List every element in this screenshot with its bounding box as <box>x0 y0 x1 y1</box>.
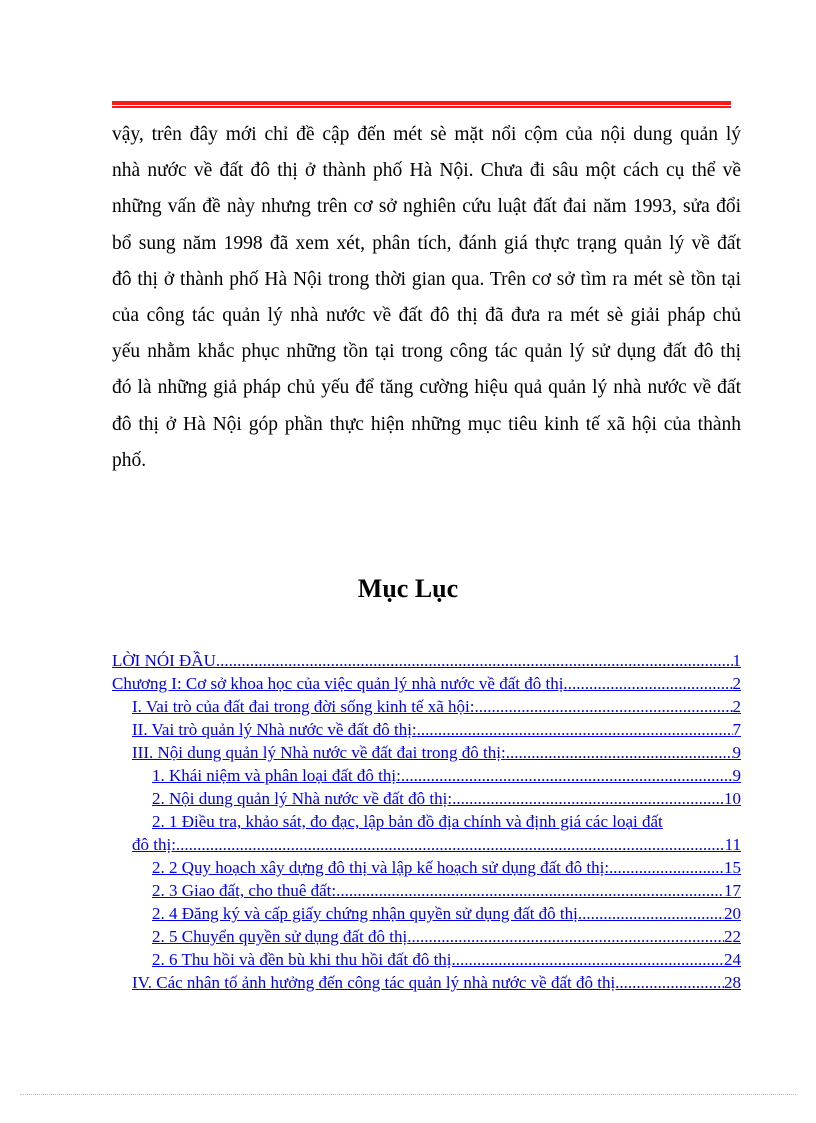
toc-page-number: 11 <box>724 835 741 854</box>
toc-link-text: 2. 5 Chuyển quyền sử dụng đất đô thị <box>152 927 408 946</box>
toc-link-text: đô thị: <box>132 835 176 854</box>
toc-link-text: 2. 3 Giao đất, cho thuê đất: <box>152 881 337 900</box>
toc-link-text: II. Vai trò quản lý Nhà nước về đất đô thị: <box>132 720 417 739</box>
toc-leader <box>417 718 733 741</box>
toc-leader <box>619 971 724 994</box>
toc-link-text: 2. Nội dung quản lý Nhà nước về đất đô thị: <box>152 789 453 808</box>
toc-link-text: LỜI NÓI ĐẦU <box>112 651 216 670</box>
toc-page-number: 24 <box>724 950 741 969</box>
toc-leader <box>568 672 733 695</box>
toc-link-section-4[interactable] <box>112 971 741 994</box>
toc-link-text: IV. Các nhân tố ảnh hưởng đến công tác quản lý nhà nước về đất đô thị. <box>132 973 620 992</box>
toc-link-loi-noi-dau[interactable] <box>112 649 741 672</box>
toc-page-number: 20 <box>724 904 741 923</box>
toc-link-text: 2. 4 Đăng ký và cấp giấy chứng nhận quyền sử dụng đất đô thị <box>152 904 578 923</box>
toc-leader <box>216 649 733 672</box>
paragraph-line: đó là những giả pháp chủ yếu để tăng cường hiệu quả quản lý nhà nước về đất <box>112 377 741 399</box>
toc-leader <box>609 856 724 879</box>
toc-leader <box>407 925 724 948</box>
toc-page-number: 9 <box>732 766 741 785</box>
toc-link-text: Chương I: Cơ sở khoa học của việc quản lý nhà nước về đất đô thị. <box>112 674 568 693</box>
toc-link-chuong-1[interactable] <box>112 672 741 695</box>
toc-link-item-2-4[interactable] <box>112 902 741 925</box>
paragraph-line: bổ sung năm 1998 đã xem xét, phân tích, đánh giá thực trạng quản lý về đất <box>112 232 741 254</box>
toc-link-text: III. Nội dung quản lý Nhà nước về đất đai trong đô thị: <box>132 743 506 762</box>
toc-link-item-2-2[interactable] <box>112 856 741 879</box>
toc-leader <box>452 948 724 971</box>
paragraph-line: đô thị ở thành phố Hà Nội trong thời gian qua. Trên cơ sở tìm ra mét sè tồn tại <box>112 268 741 290</box>
toc-leader <box>474 695 732 718</box>
toc-leader <box>578 902 724 925</box>
table-of-contents <box>112 649 741 994</box>
toc-link-text: 2. 2 Quy hoạch xây dựng đô thị và lập kế hoạch sử dụng đất đô thị: <box>152 858 610 877</box>
toc-leader <box>401 764 733 787</box>
toc-page-number: 17 <box>724 881 741 900</box>
paragraph-line: những vấn đề này nhưng trên cơ sở nghiên cứu luật đất đai năm 1993, sửa đổi <box>112 196 741 218</box>
toc-link-item-2-5[interactable] <box>112 925 741 948</box>
toc-link-item-1[interactable] <box>112 764 741 787</box>
toc-leader <box>452 787 724 810</box>
toc-leader <box>506 741 733 764</box>
toc-heading: Mục Lục <box>357 574 459 603</box>
toc-link-item-2-3[interactable] <box>112 879 741 902</box>
toc-page-number: 7 <box>732 720 741 739</box>
paragraph-line: nhà nước về đất đô thị ở thành phố Hà Nội. Chưa đi sâu một cách cụ thể về <box>112 160 741 182</box>
toc-link-item-2-1[interactable] <box>112 833 741 856</box>
toc-page-number: 2 <box>732 674 741 693</box>
toc-page-number: 10 <box>724 789 741 808</box>
toc-link-text: I. Vai trò của đất đai trong đời sống kinh tế xã hội: <box>132 697 475 716</box>
toc-link-text: 2. 6 Thu hồi và đền bù khi thu hồi đất đô thị <box>152 950 452 969</box>
toc-link-item-2-1-line1[interactable]: 2. 1 Điều tra, khảo sát, đo đạc, lập bản đồ địa chính và định giá các loại đất <box>152 812 663 831</box>
paragraph-line: vậy, trên đây mới chỉ đề cập đến mét sè mặt nổi cộm của nội dung quản lý <box>112 124 741 145</box>
toc-link-text: 1. Khái niệm và phân loại đất đô thị: <box>152 766 401 785</box>
toc-page-number: 22 <box>724 927 741 946</box>
toc-link-section-3[interactable] <box>112 741 741 764</box>
toc-link-item-2-6[interactable] <box>112 948 741 971</box>
toc-page-number: 15 <box>724 858 741 877</box>
toc-leader <box>336 879 724 902</box>
toc-page-number: 9 <box>732 743 741 762</box>
body-paragraph <box>112 117 741 479</box>
page-bottom-divider <box>20 1094 796 1095</box>
toc-leader <box>176 833 725 856</box>
toc-page-number: 1 <box>732 651 741 670</box>
toc-page-number: 2 <box>732 697 741 716</box>
paragraph-line: yếu nhằm khắc phục những tồn tại trong công tác quản lý sử dụng đất đô thị <box>112 341 741 363</box>
toc-link-section-1[interactable] <box>112 695 741 718</box>
toc-link-section-2[interactable] <box>112 718 741 741</box>
toc-link-item-2[interactable] <box>112 787 741 810</box>
paragraph-line: phố. <box>112 449 147 471</box>
header-rule <box>112 101 731 108</box>
paragraph-line: đô thị ở Hà Nội góp phần thực hiện những mục tiêu kinh tế xã hội của thành <box>112 413 741 435</box>
toc-page-number: 28 <box>724 973 741 992</box>
paragraph-line: của công tác quản lý nhà nước về đất đô thị đã đưa ra mét sè giải pháp chủ <box>112 304 741 326</box>
